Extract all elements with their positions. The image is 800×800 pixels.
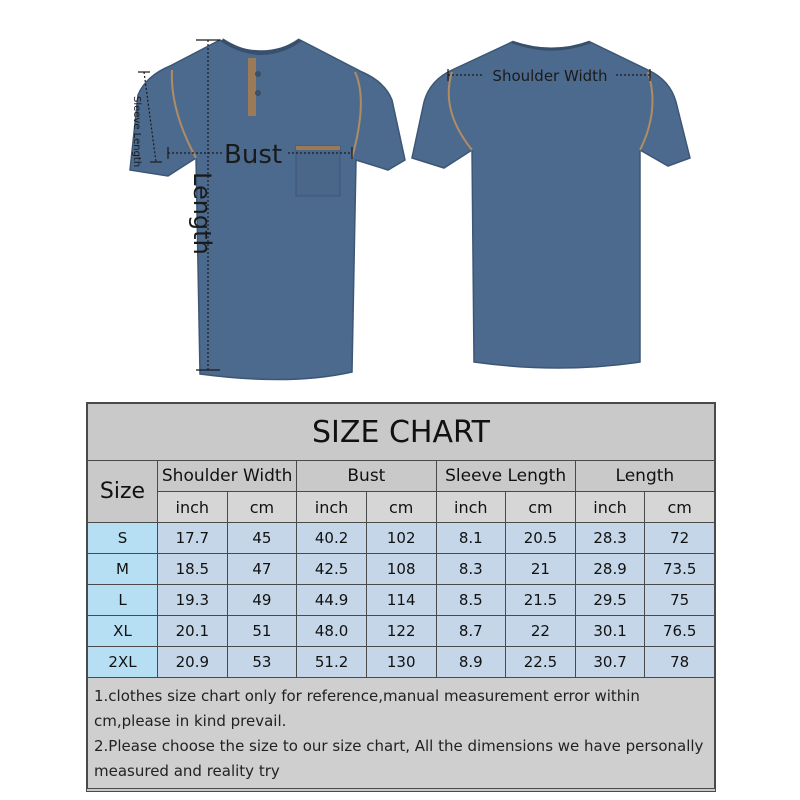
value-cell: 18.5 bbox=[158, 554, 228, 585]
value-cell: 130 bbox=[366, 647, 436, 678]
value-cell: 76.5 bbox=[645, 616, 715, 647]
value-cell: 28.3 bbox=[575, 523, 645, 554]
group-header-bust: Bust bbox=[297, 461, 436, 492]
unit-header: inch bbox=[158, 492, 228, 523]
unit-header: cm bbox=[227, 492, 297, 523]
shoulder-width-label: Shoulder Width bbox=[492, 67, 608, 85]
value-cell: 8.9 bbox=[436, 647, 506, 678]
value-cell: 45 bbox=[227, 523, 297, 554]
value-cell: 19.3 bbox=[158, 585, 228, 616]
size-cell: 2XL bbox=[88, 647, 158, 678]
length-label: Length bbox=[188, 172, 216, 255]
value-cell: 20.1 bbox=[158, 616, 228, 647]
value-cell: 49 bbox=[227, 585, 297, 616]
value-cell: 47 bbox=[227, 554, 297, 585]
value-cell: 8.5 bbox=[436, 585, 506, 616]
value-cell: 42.5 bbox=[297, 554, 367, 585]
value-cell: 102 bbox=[366, 523, 436, 554]
group-header-sleeve-length: Sleeve Length bbox=[436, 461, 575, 492]
unit-header: inch bbox=[436, 492, 506, 523]
value-cell: 20.9 bbox=[158, 647, 228, 678]
value-cell: 48.0 bbox=[297, 616, 367, 647]
value-cell: 30.7 bbox=[575, 647, 645, 678]
table-row bbox=[88, 647, 715, 678]
value-cell: 22.5 bbox=[506, 647, 576, 678]
size-cell: XL bbox=[88, 616, 158, 647]
value-cell: 108 bbox=[366, 554, 436, 585]
size-chart bbox=[86, 402, 716, 792]
value-cell: 17.7 bbox=[158, 523, 228, 554]
value-cell: 21.5 bbox=[506, 585, 576, 616]
value-cell: 29.5 bbox=[575, 585, 645, 616]
unit-header: cm bbox=[645, 492, 715, 523]
group-header-length: Length bbox=[575, 461, 714, 492]
sleeve-length-label: Sleeve Length bbox=[131, 96, 142, 168]
unit-header: inch bbox=[297, 492, 367, 523]
value-cell: 28.9 bbox=[575, 554, 645, 585]
table-row bbox=[88, 523, 715, 554]
size-cell: M bbox=[88, 554, 158, 585]
value-cell: 44.9 bbox=[297, 585, 367, 616]
value-cell: 51.2 bbox=[297, 647, 367, 678]
front-shirt bbox=[130, 40, 405, 380]
value-cell: 8.7 bbox=[436, 616, 506, 647]
note-2: 2.Please choose the size to our size chart, All the dimensions we have personally measured and reality try bbox=[94, 737, 704, 780]
value-cell: 51 bbox=[227, 616, 297, 647]
size-column-header: Size bbox=[88, 461, 158, 523]
value-cell: 72 bbox=[645, 523, 715, 554]
size-cell: S bbox=[88, 523, 158, 554]
value-cell: 8.1 bbox=[436, 523, 506, 554]
unit-header: cm bbox=[366, 492, 436, 523]
note-1: 1.clothes size chart only for reference,manual measurement error within cm,please in kind prevail. bbox=[94, 687, 640, 730]
value-cell: 78 bbox=[645, 647, 715, 678]
value-cell: 21 bbox=[506, 554, 576, 585]
value-cell: 53 bbox=[227, 647, 297, 678]
table-row bbox=[88, 585, 715, 616]
unit-header: cm bbox=[506, 492, 576, 523]
chart-title: SIZE CHART bbox=[88, 404, 715, 461]
value-cell: 30.1 bbox=[575, 616, 645, 647]
value-cell: 114 bbox=[366, 585, 436, 616]
notes-block bbox=[88, 678, 715, 789]
bust-label: Bust bbox=[224, 140, 283, 170]
value-cell: 40.2 bbox=[297, 523, 367, 554]
table-row bbox=[88, 616, 715, 647]
shirt-illustration bbox=[0, 0, 800, 395]
product-figure bbox=[0, 0, 800, 395]
value-cell: 8.3 bbox=[436, 554, 506, 585]
group-header-shoulder-width: Shoulder Width bbox=[158, 461, 297, 492]
back-shirt bbox=[412, 42, 690, 368]
value-cell: 75 bbox=[645, 585, 715, 616]
value-cell: 122 bbox=[366, 616, 436, 647]
value-cell: 20.5 bbox=[506, 523, 576, 554]
table-row bbox=[88, 554, 715, 585]
value-cell: 22 bbox=[506, 616, 576, 647]
size-table bbox=[87, 403, 715, 789]
value-cell: 73.5 bbox=[645, 554, 715, 585]
size-cell: L bbox=[88, 585, 158, 616]
unit-header: inch bbox=[575, 492, 645, 523]
